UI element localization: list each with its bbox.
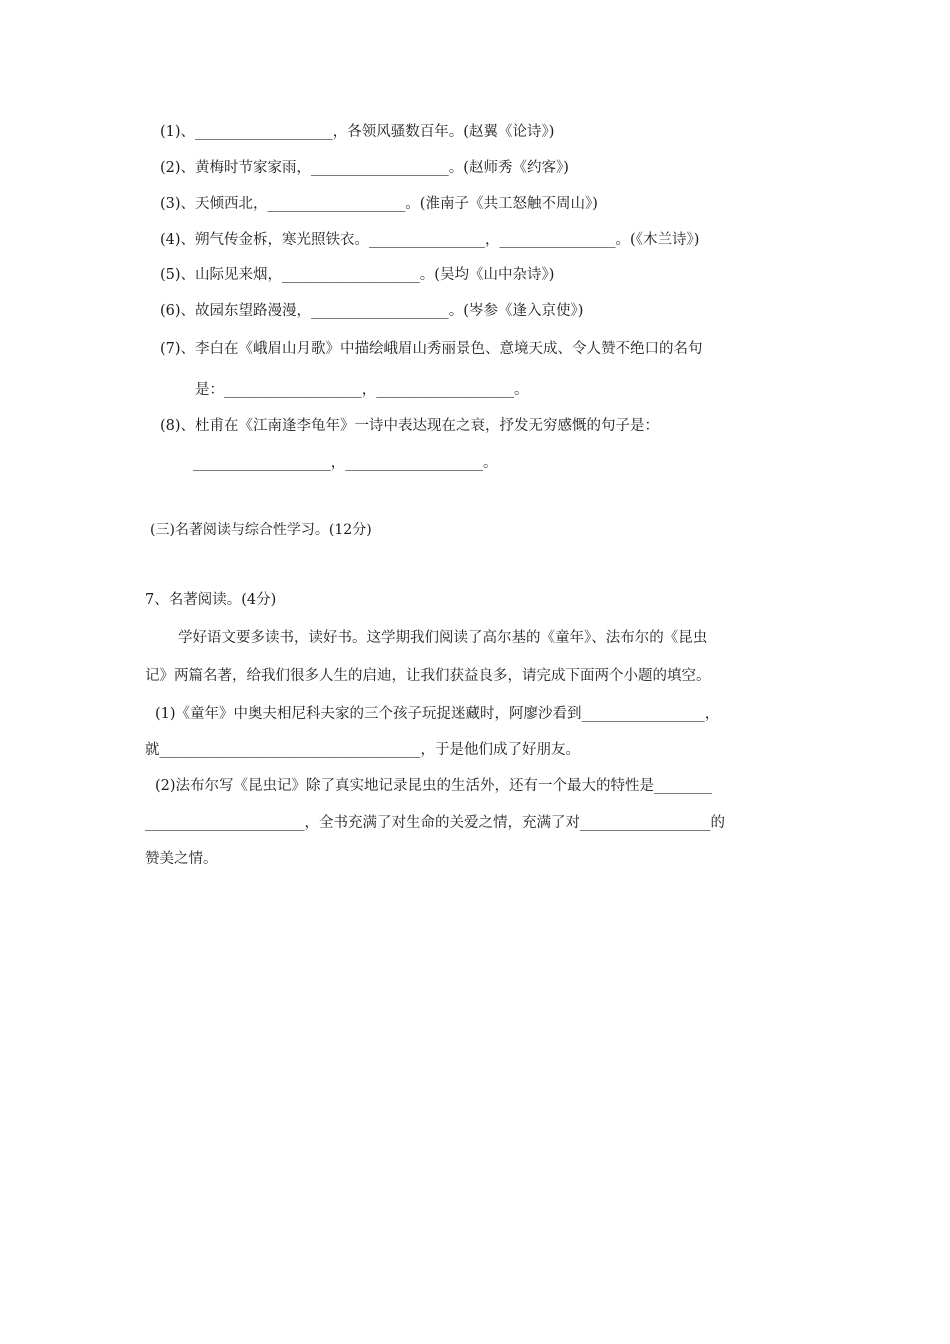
question-7-sub2-line3: 赞美之情。 [145,851,218,867]
poem-item-8-line2: ___________________，___________________。 [193,455,498,471]
question-7-sub1-line2: 就____________________________________，于是他们成了好朋友。 [145,742,580,758]
question-7-intro-line1: 学好语文要多读书，读好书。这学期我们阅读了高尔基的《童年》、法布尔的《昆虫 [178,630,708,646]
poem-item-7-line2: 是：___________________，___________________。 [195,382,529,398]
poem-item-1: (1)、___________________，各领风骚数百年。(赵翼《论诗》) [160,124,555,140]
question-7-sub2-line2: ______________________，全书充满了对生命的关爱之情，充满了对__________________的 [145,815,725,831]
question-7-sub1-line1: (1)《童年》中奥夫相尼科夫家的三个孩子玩捉迷藏时，阿廖沙看到_________________， [155,706,720,722]
poem-item-2: (2)、黄梅时节家家雨，___________________。(赵师秀《约客》) [160,160,569,176]
question-7-intro-line2: 记》两篇名著，给我们很多人生的启迪，让我们获益良多，请完成下面两个小题的填空。 [145,668,711,684]
poem-item-4: (4)、朔气传金柝，寒光照铁衣。________________，________________。(《木兰诗》) [160,232,700,248]
question-7-heading: 7、名著阅读。(4分) [145,592,277,608]
section-3-title: (三)名著阅读与综合性学习。(12分) [150,522,372,538]
poem-item-6: (6)、故园东望路漫漫，___________________。(岑参《逢入京使》) [160,303,584,319]
poem-item-5: (5)、山际见来烟，___________________。(吴均《山中杂诗》) [160,267,555,283]
poem-item-8-line1: (8)、杜甫在《江南逢李龟年》一诗中表达现在之衰，抒发无穷感慨的句子是： [160,418,660,434]
poem-item-7-line1: (7)、李白在《峨眉山月歌》中描绘峨眉山秀丽景色、意境天成、令人赞不绝口的名句 [160,341,703,357]
poem-item-3: (3)、天倾西北，___________________。(淮南子《共工怒触不周山》) [160,196,598,212]
question-7-sub2-line1: (2)法布尔写《昆虫记》除了真实地记录昆虫的生活外，还有一个最大的特性是________ [155,778,713,794]
